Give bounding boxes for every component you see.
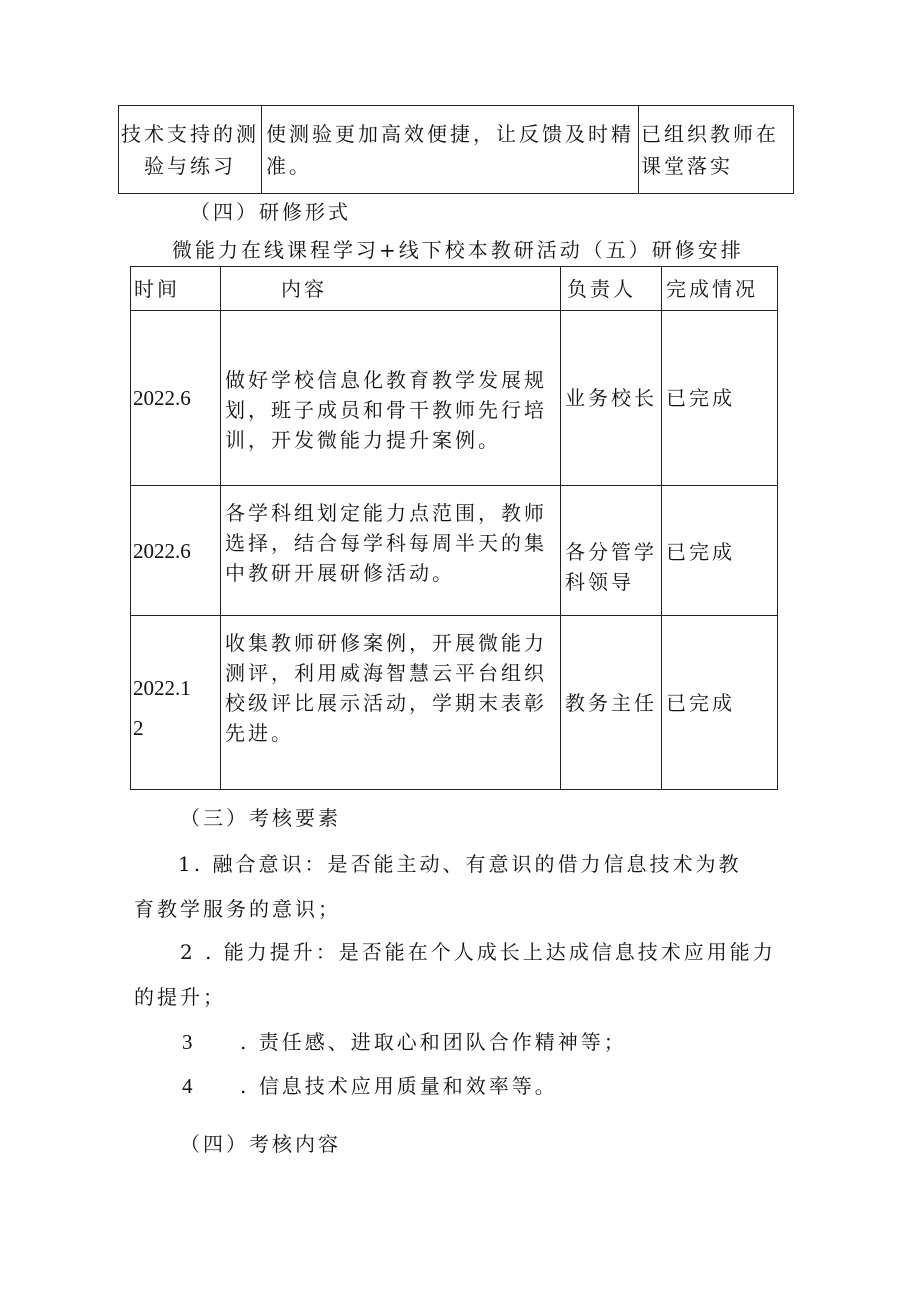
assessment-heading: （三）考核要素 [180,806,341,830]
row3-content [221,616,561,790]
assessment-item4-num: 4 [182,1074,193,1098]
table-row [131,616,778,790]
row1-time-line1: 2022.6 [133,386,191,410]
row3-time-line1: 2022.1 [133,676,191,700]
row1-owner-line1: 业务校长 [565,386,657,410]
row3-content-line3: 校级评比展示活动，学期末表彰 [225,691,547,715]
row2-content [221,486,561,616]
row3-status: 已完成 [662,616,778,790]
table-row [131,486,778,616]
top-cell-2-line2: 准。 [266,154,312,178]
header-content: 内容 [221,267,561,311]
header-status: 完成情况 [662,267,778,311]
top-cell-1 [119,106,262,194]
table-row [119,106,794,194]
mode-line: 微能力在线课程学习+线下校本教研活动（五）研修安排 [172,238,744,262]
row1-content-line2: 划，班子成员和骨干教师先行培 [225,398,547,422]
row2-owner-line2: 科领导 [565,570,634,594]
row2-status: 已完成 [662,486,778,616]
row2-owner-line1: 各分管学 [565,540,657,564]
row2-content-line2: 选择，结合每学科每周半天的集 [225,531,547,555]
top-cell-3 [639,106,794,194]
assessment-item1-line1: 1. 融合意识：是否能主动、有意识的借力信息技术为教 [178,852,742,876]
header-owner: 负责人 [561,267,662,311]
row1-content [221,311,561,486]
row3-content-line4: 先进。 [225,721,294,745]
row2-time [131,486,221,616]
top-cell-3-line1: 已组织教师在 [641,122,779,146]
schedule-table [130,266,778,790]
content-heading: （四）考核内容 [180,1132,341,1156]
row3-content-line1: 收集教师研修案例，开展微能力 [225,631,547,655]
row1-time [131,311,221,486]
row2-content-line1: 各学科组划定能力点范围，教师 [225,501,547,525]
top-table [118,105,794,194]
assessment-item2-line2: 的提升； [134,985,226,1009]
row1-owner [561,311,662,486]
row3-owner-line1: 教务主任 [565,690,657,715]
row3-time-line2: 2 [133,716,144,740]
row2-content-line3: 中教研开展研修活动。 [225,561,455,585]
row1-content-line3: 训，开发微能力提升案例。 [225,428,501,452]
section4-heading: （四）研修形式 [190,200,351,224]
row1-content-line1: 做好学校信息化教育教学发展规 [225,368,547,392]
row3-owner [561,616,662,790]
row3-content-line2: 测评，利用威海智慧云平台组织 [225,661,547,685]
top-cell-1-line2: 验与练习 [144,154,236,178]
table-row [131,311,778,486]
row2-time-line1: 2022.6 [133,538,191,563]
top-cell-3-line2: 课堂落实 [641,154,733,178]
row3-time [131,616,221,790]
assessment-item3-num: 3 [182,1030,193,1054]
top-cell-1-line1: 技术支持的测 [121,122,259,146]
assessment-item3-text: . 责任感、进取心和团队合作精神等； [240,1030,627,1054]
assessment-item4-text: . 信息技术应用质量和效率等。 [240,1074,558,1098]
row1-status: 已完成 [662,311,778,486]
assessment-item2-line1: 2 . 能力提升：是否能在个人成长上达成信息技术应用能力 [180,940,776,964]
row2-owner [561,486,662,616]
assessment-item1-line2: 育教学服务的意识； [134,897,341,921]
table-header-row [131,267,778,311]
top-cell-2 [262,106,639,194]
header-time: 时间 [131,267,221,311]
top-cell-2-line1: 使测验更加高效便捷，让反馈及时精 [266,122,634,146]
